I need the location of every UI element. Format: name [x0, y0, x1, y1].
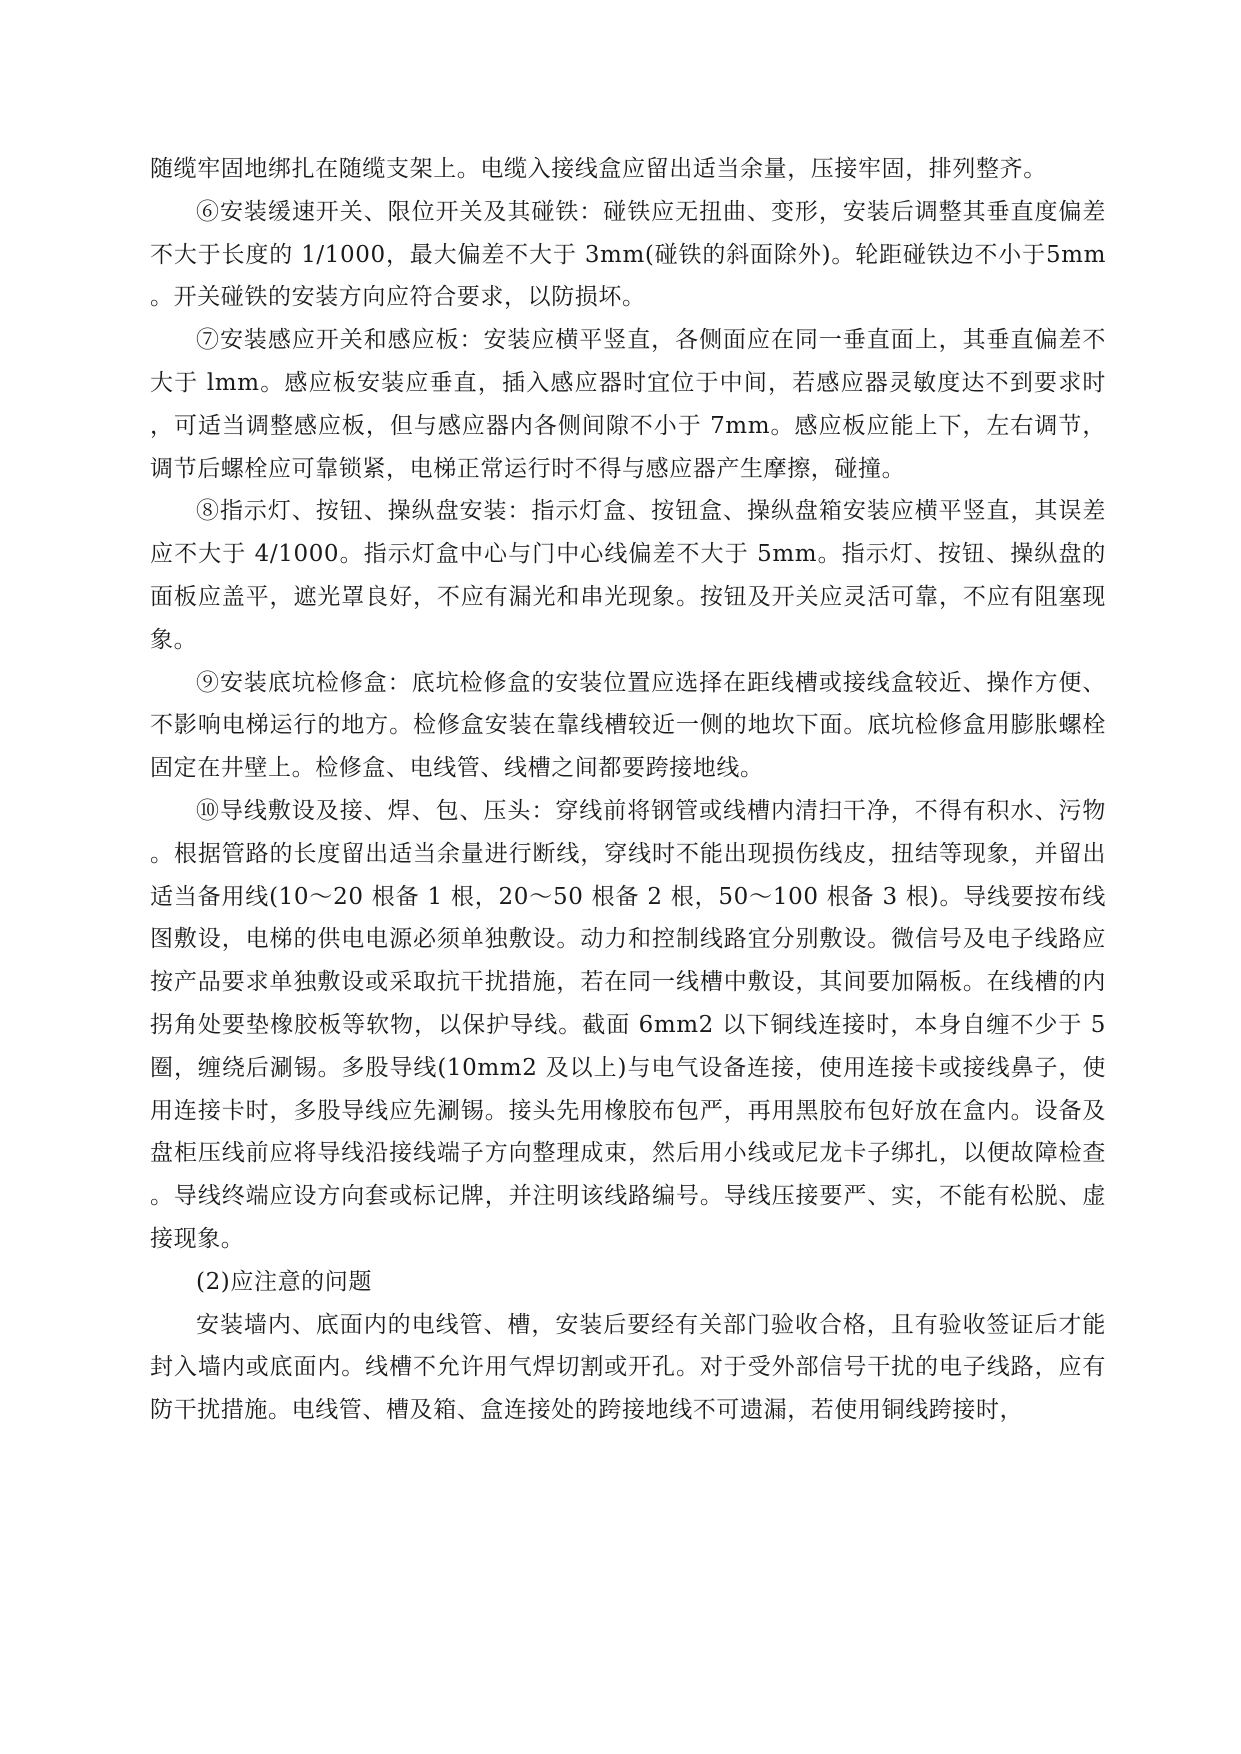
paragraph-item-8: ⑧指示灯、按钮、操纵盘安装：指示灯盒、按钮盒、操纵盘箱安装应横平竖直，其误差应不大于 4/1000。指示灯盒中心与门中心线偏差不大于 5mm。指示灯、按钮、操纵盘的面板应盖平，遮光罩良好，不应有漏光和串光现象。按钮及开关应灵活可靠，不应有阻塞现象。	[150, 498, 1106, 653]
paragraph-item-9: ⑨安装底坑检修盒：底坑检修盒的安装位置应选择在距线槽或接线盒较近、操作方便、不影响电梯运行的地方。检修盒安装在靠线槽较近一侧的地坎下面。底坑检修盒用膨胀螺栓固定在井壁上。检修盒、电线管、线槽之间都要跨接地线。	[150, 669, 1106, 782]
section-heading: (2)应注意的问题	[196, 1268, 372, 1295]
paragraph-item-7: ⑦安装感应开关和感应板：安装应横平竖直，各侧面应在同一垂直面上，其垂直偏差不大于 lmm。感应板安装应垂直，插入感应器时宜位于中间，若感应器灵敏度达不到要求时，可适当调整感应板，但与感应器内各侧间隙不小于 7mm。感应板应能上下，左右调节，调节后螺栓应可靠锁紧，电梯正常运行时不得与感应器产生摩擦，碰撞。	[150, 327, 1106, 482]
document-page	[150, 148, 1106, 1432]
paragraph-notes: 安装墙内、底面内的电线管、槽，安装后要经有关部门验收合格，且有验收签证后才能封入墙内或底面内。线槽不允许用气焊切割或开孔。对于受外部信号干扰的电子线路，应有防干扰措施。电线管、槽及箱、盒连接处的跨接地线不可遗漏，若使用铜线跨接时，	[150, 1311, 1106, 1424]
paragraph-item-6: ⑥安装缓速开关、限位开关及其碰铁：碰铁应无扭曲、变形，安装后调整其垂直度偏差不大于长度的 1/1000，最大偏差不大于 3mm(碰铁的斜面除外)。轮距碰铁边不小于5mm。开关碰铁的安装方向应符合要求，以防损坏。	[150, 198, 1106, 311]
paragraph-continuation: 随缆牢固地绑扎在随缆支架上。电缆入接线盒应留出适当余量，压接牢固，排列整齐。	[150, 156, 1047, 182]
paragraph-item-10: ⑩导线敷设及接、焊、包、压头：穿线前将钢管或线槽内清扫干净，不得有积水、污物。根据管路的长度留出适当余量进行断线，穿线时不能出现损伤线皮，扭结等现象，并留出适当备用线(10～20 根备 1 根，20～50 根备 2 根，50～100 根备 3 根)。导线要按布线图敷设，电梯的供电电源必须单独敷设。动力和控制线路宜分别敷设。微信号及电子线路应按产品要求单独敷设或采取抗干扰措施，若在同一线槽中敷设，其间要加隔板。在线槽的内拐角处要垫橡胶板等软物，以保护导线。截面 6mm2 以下铜线连接时，本身自缠不少于 5 圈，缠绕后涮锡。多股导线(10mm2 及以上)与电气设备连接，使用连接卡或接线鼻子，使用连接卡时，多股导线应先涮锡。接头先用橡胶布包严，再用黑胶布包好放在盒内。设备及盘柜压线前应将导线沿接线端子方向整理成束，然后用小线或尼龙卡子绑扎，以便故障检查。导线终端应设方向套或标记牌，并注明该线路编号。导线压接要严、实，不能有松脱、虚接现象。	[150, 797, 1106, 1252]
